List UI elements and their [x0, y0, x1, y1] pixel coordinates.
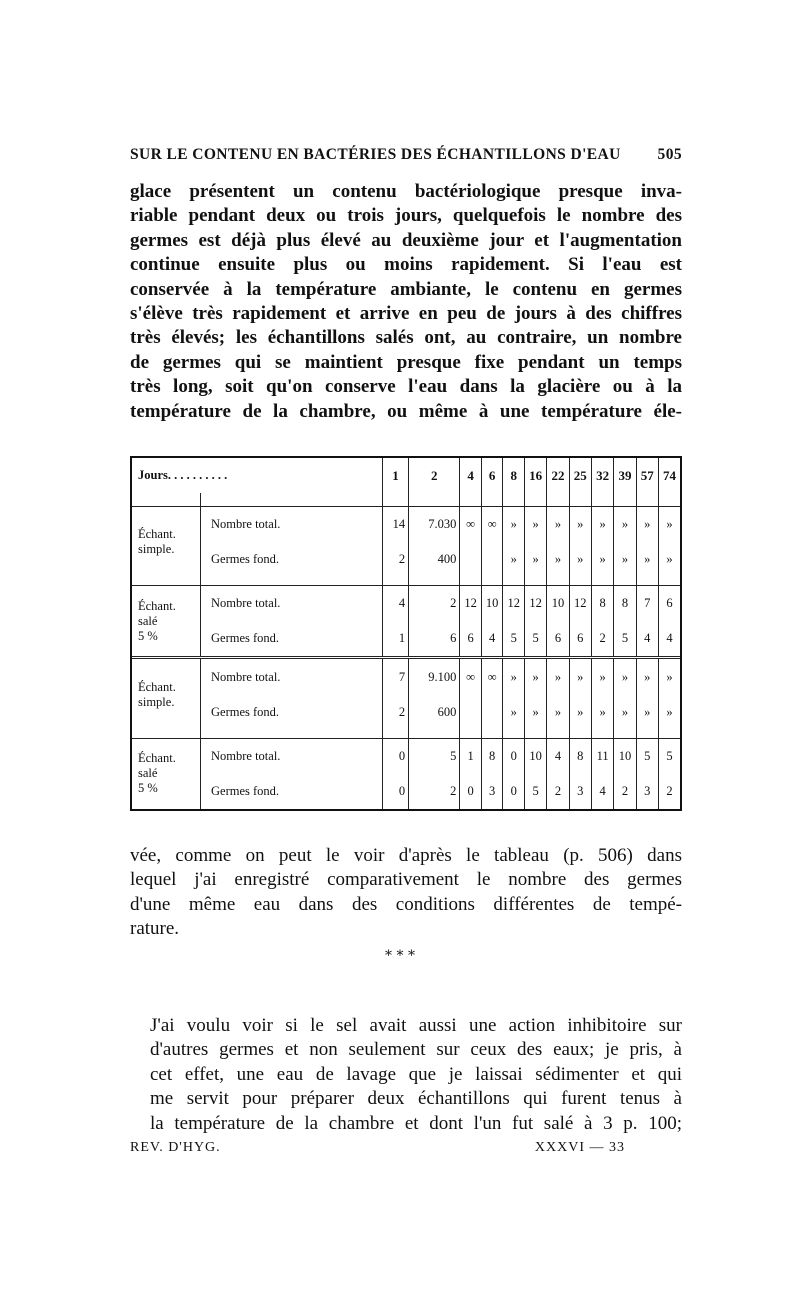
text-line: d'autres germes et non seulement sur ceux des eaux; je pris, à	[150, 1039, 682, 1061]
table-cell: 9.100	[409, 658, 460, 695]
table-cell: 10	[547, 585, 569, 621]
table-cell: 6	[409, 621, 460, 658]
table-cell: »	[524, 695, 546, 730]
rule-cell	[547, 493, 569, 506]
table-cell: 2	[382, 542, 408, 577]
rule-cell	[382, 730, 408, 738]
row-label: Germes fond.	[201, 542, 383, 577]
table-cell: 2	[409, 585, 460, 621]
table-cell: 6	[658, 585, 680, 621]
table-cell: 3	[481, 774, 503, 809]
running-header	[130, 146, 682, 164]
day-header: 4	[460, 458, 482, 493]
rule-cell	[132, 730, 201, 738]
paragraph-1	[130, 180, 682, 424]
table-cell: 10	[524, 738, 546, 774]
table-cell: »	[503, 506, 525, 542]
table-cell: 4	[591, 774, 613, 809]
paragraph-2	[130, 844, 682, 942]
text-line: me servit pour préparer deux échantillons qui furent tenus à	[150, 1088, 682, 1110]
table-cell: »	[658, 658, 680, 695]
text-line: d'une même eau dans des conditions différentes de tempé-	[130, 893, 682, 915]
text-line: conservée à la température ambiante, le contenu en germes	[130, 278, 682, 300]
group-label	[132, 738, 201, 809]
table-cell: 8	[569, 738, 591, 774]
rule-cell	[614, 730, 636, 738]
rule-cell	[132, 577, 201, 585]
table-cell: »	[503, 658, 525, 695]
rule-cell	[409, 493, 460, 506]
table-cell: 2	[382, 695, 408, 730]
table-cell: »	[614, 542, 636, 577]
data-table	[132, 458, 680, 809]
table-cell: 2	[658, 774, 680, 809]
table-cell: »	[524, 542, 546, 577]
table-cell: »	[614, 695, 636, 730]
day-header: 57	[636, 458, 658, 493]
text-line: température de la chambre, ou même à une température éle-	[130, 400, 682, 422]
rule-cell	[481, 577, 503, 585]
row-label: Nombre total.	[201, 506, 383, 542]
table-cell: 5	[409, 738, 460, 774]
group-label-line: Échant.	[138, 526, 176, 541]
group-label-line: Échant.	[138, 679, 176, 694]
table-cell: ∞	[481, 506, 503, 542]
rule-cell	[201, 493, 383, 506]
table-cell: 0	[503, 774, 525, 809]
table-cell: 400	[409, 542, 460, 577]
table-cell: »	[547, 658, 569, 695]
rule-cell	[658, 493, 680, 506]
table-cell: 3	[569, 774, 591, 809]
row-label: Nombre total.	[201, 585, 383, 621]
table-cell: 6	[569, 621, 591, 658]
table-cell: 4	[636, 621, 658, 658]
rule-cell	[614, 493, 636, 506]
table-cell: 4	[481, 621, 503, 658]
day-header: 2	[409, 458, 460, 493]
table-cell: »	[636, 658, 658, 695]
day-header: 25	[569, 458, 591, 493]
table-cell: »	[547, 506, 569, 542]
rule-cell	[524, 730, 546, 738]
paragraph-3	[130, 1014, 682, 1136]
table-cell: 2	[409, 774, 460, 809]
table-row	[132, 585, 680, 621]
rule-cell	[524, 493, 546, 506]
text-line: riable pendant deux ou trois jours, quelquefois le nombre des	[130, 205, 682, 227]
table-rule	[132, 493, 680, 506]
running-footer	[130, 1140, 625, 1156]
table-cell: »	[547, 695, 569, 730]
header-title: SUR LE CONTENU EN BACTÉRIES DES ÉCHANTILLONS D'EAU	[130, 146, 621, 163]
table-cell: 0	[503, 738, 525, 774]
rule-cell	[658, 577, 680, 585]
table-cell: »	[658, 506, 680, 542]
rule-cell	[382, 493, 408, 506]
rule-cell	[201, 730, 383, 738]
rule-cell	[503, 577, 525, 585]
rule-cell	[569, 730, 591, 738]
rule-cell	[201, 577, 383, 585]
row-label: Germes fond.	[201, 774, 383, 809]
table-cell: »	[636, 506, 658, 542]
group-label-line: simple.	[138, 541, 175, 556]
table-header-row	[132, 458, 680, 493]
rule-cell	[132, 493, 201, 506]
table-cell: »	[524, 506, 546, 542]
table-cell	[460, 695, 482, 730]
table-cell: 14	[382, 506, 408, 542]
table-cell: »	[614, 658, 636, 695]
day-header: 22	[547, 458, 569, 493]
rule-cell	[636, 493, 658, 506]
rule-cell	[636, 577, 658, 585]
group-label	[132, 585, 201, 658]
table-row	[132, 621, 680, 658]
table-cell: ∞	[481, 658, 503, 695]
table-cell: 10	[481, 585, 503, 621]
table-row	[132, 658, 680, 695]
rule-cell	[524, 577, 546, 585]
table-row	[132, 542, 680, 577]
table-cell: 12	[460, 585, 482, 621]
table-cell: 4	[547, 738, 569, 774]
table-cell: 4	[658, 621, 680, 658]
table-cell: 12	[569, 585, 591, 621]
text-line: vée, comme on peut le voir d'après le tableau (p. 506) dans	[130, 845, 682, 866]
rule-cell	[658, 730, 680, 738]
group-label-line: Échant.	[138, 598, 176, 613]
table-cell: »	[503, 695, 525, 730]
rule-cell	[481, 730, 503, 738]
table-cell: »	[658, 695, 680, 730]
day-header: 16	[524, 458, 546, 493]
text-line: rature.	[130, 918, 180, 940]
rule-cell	[636, 730, 658, 738]
text-line: J'ai voulu voir si le sel avait aussi une action inhibitoire sur	[150, 1015, 682, 1036]
table-cell: 8	[481, 738, 503, 774]
table-cell: 7	[382, 658, 408, 695]
table-row	[132, 506, 680, 542]
day-header: 74	[658, 458, 680, 493]
group-label	[132, 658, 201, 730]
table-cell: 2	[547, 774, 569, 809]
rule-cell	[503, 730, 525, 738]
table-rule	[132, 577, 680, 585]
text-line: la température de la chambre et dont l'un fut salé à 3 p. 100;	[150, 1112, 682, 1134]
table-cell: 7.030	[409, 506, 460, 542]
rule-cell	[409, 730, 460, 738]
text-line: de germes qui se maintient presque fixe pendant un temps	[130, 351, 682, 373]
days-label: Jours. . . . . . . . . .	[138, 468, 228, 483]
group-label-line: Échant.	[138, 751, 176, 766]
table-cell: 600	[409, 695, 460, 730]
table-cell: 10	[614, 738, 636, 774]
table-cell	[460, 542, 482, 577]
table-cell: »	[591, 506, 613, 542]
table-cell: 5	[524, 774, 546, 809]
table-cell: 1	[460, 738, 482, 774]
table-cell	[481, 542, 503, 577]
table-cell: 5	[636, 738, 658, 774]
day-header: 39	[614, 458, 636, 493]
rule-cell	[503, 493, 525, 506]
rule-cell	[460, 493, 482, 506]
volume-signature: XXXVI — 33	[534, 1140, 625, 1155]
table-cell: »	[636, 542, 658, 577]
day-header: 6	[481, 458, 503, 493]
text-line: s'élève très rapidement et arrive en peu de jours à des chiffres	[130, 303, 682, 325]
table-cell: 5	[524, 621, 546, 658]
table-cell: 4	[382, 585, 408, 621]
text-line: continue ensuite plus ou moins rapidement. Si l'eau est	[130, 254, 682, 276]
table-cell: 5	[614, 621, 636, 658]
journal-abbrev: REV. D'HYG.	[130, 1140, 221, 1155]
row-label: Germes fond.	[201, 695, 383, 730]
table-cell: 2	[614, 774, 636, 809]
rule-cell	[409, 577, 460, 585]
table-cell: »	[614, 506, 636, 542]
table-cell: ∞	[460, 658, 482, 695]
group-label-line: 5 %	[138, 781, 158, 796]
text-line: très élevés; les échantillons salés ont, au contraire, un nombre	[130, 327, 682, 349]
table-row	[132, 774, 680, 809]
table-cell: 11	[591, 738, 613, 774]
rule-cell	[569, 577, 591, 585]
text-line: germes est déjà plus élevé au deuxième jour et l'augmentation	[130, 229, 682, 251]
row-label: Germes fond.	[201, 621, 383, 658]
rule-cell	[591, 493, 613, 506]
table-cell: 0	[382, 738, 408, 774]
table-cell: 12	[524, 585, 546, 621]
table-cell	[481, 695, 503, 730]
group-label	[132, 506, 201, 577]
table-row	[132, 738, 680, 774]
table-cell: 7	[636, 585, 658, 621]
group-label-line: simple.	[138, 694, 175, 709]
rule-cell	[382, 577, 408, 585]
table-cell: »	[569, 695, 591, 730]
table-cell: »	[591, 658, 613, 695]
rule-cell	[591, 577, 613, 585]
rule-cell	[460, 577, 482, 585]
row-label: Nombre total.	[201, 738, 383, 774]
rule-cell	[569, 493, 591, 506]
table-cell: 3	[636, 774, 658, 809]
table-cell: 0	[460, 774, 482, 809]
day-header: 8	[503, 458, 525, 493]
text-line: très long, soit qu'on conserve l'eau dans la glacière ou à la	[130, 376, 682, 398]
text-line: cet effet, une eau de lavage que je laissai sédimenter et qui	[150, 1063, 682, 1085]
table-cell: ∞	[460, 506, 482, 542]
table-cell: »	[547, 542, 569, 577]
section-separator: * * *	[385, 948, 415, 964]
bacteria-count-table	[130, 456, 682, 811]
table-cell: »	[591, 542, 613, 577]
table-cell: 2	[591, 621, 613, 658]
table-cell: 8	[614, 585, 636, 621]
table-row	[132, 695, 680, 730]
day-header: 1	[382, 458, 408, 493]
table-cell: 12	[503, 585, 525, 621]
rule-cell	[547, 730, 569, 738]
table-cell: »	[569, 542, 591, 577]
table-cell: 5	[658, 738, 680, 774]
table-cell: 6	[460, 621, 482, 658]
rule-cell	[591, 730, 613, 738]
group-label-line: salé	[138, 766, 158, 781]
table-cell: »	[636, 695, 658, 730]
rule-cell	[614, 577, 636, 585]
group-label-line: 5 %	[138, 628, 158, 643]
table-cell: »	[569, 658, 591, 695]
table-cell: »	[658, 542, 680, 577]
table-cell: 1	[382, 621, 408, 658]
rule-cell	[460, 730, 482, 738]
table-cell: »	[569, 506, 591, 542]
table-cell: 5	[503, 621, 525, 658]
rule-cell	[481, 493, 503, 506]
table-rule	[132, 730, 680, 738]
table-cell: 0	[382, 774, 408, 809]
rule-cell	[547, 577, 569, 585]
table-cell: »	[503, 542, 525, 577]
table-cell: »	[591, 695, 613, 730]
page-number: 505	[657, 146, 682, 163]
day-header: 32	[591, 458, 613, 493]
text-line: lequel j'ai enregistré comparativement le nombre des germes	[130, 869, 682, 891]
group-label-line: salé	[138, 613, 158, 628]
text-line: glace présentent un contenu bactériologique presque inva-	[130, 181, 682, 202]
table-cell: 6	[547, 621, 569, 658]
row-label: Nombre total.	[201, 658, 383, 695]
table-cell: 8	[591, 585, 613, 621]
table-cell: »	[524, 658, 546, 695]
